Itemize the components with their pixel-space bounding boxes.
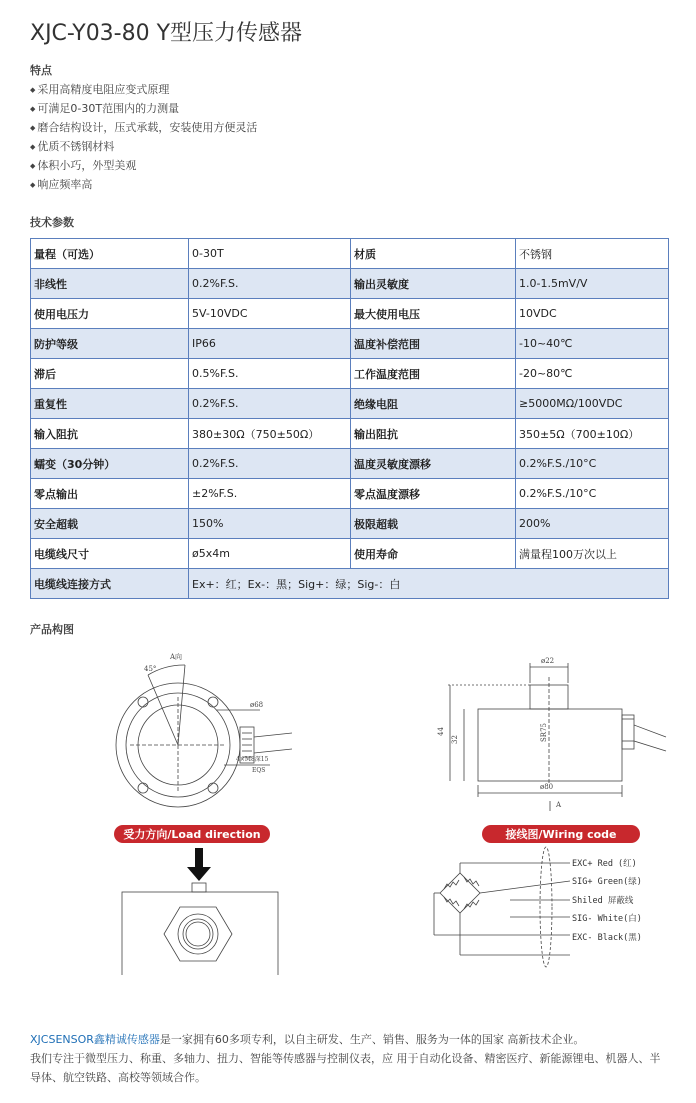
wire-label: EXC+ Red (红) [572,859,637,869]
spec-value: 满量程100万次以上 [516,539,669,569]
spec-value: 5V-10VDC [189,299,351,329]
features-heading: 特点 [30,64,52,77]
spec-key: 材质 [351,239,516,269]
feature-item: ◆ 可满足0-30T范围内的力测量 [30,99,257,118]
dim-68-label: ø68 [250,701,264,709]
feature-item: ◆ 响应频率高 [30,175,257,194]
diagram-svg [30,645,668,975]
spec-value: 0.2%F.S. [189,449,351,479]
dim-44-label: 44 [437,727,445,736]
spec-row-wiring [31,569,669,599]
spec-key: 输入阻抗 [31,419,189,449]
spec-value: 380±30Ω（750±50Ω） [189,419,351,449]
company-intro [30,1030,670,1087]
wire-label: SIG+ Green(绿) [572,877,642,887]
wire-labels [572,858,642,943]
dim-22-label: ø22 [541,657,555,665]
spec-key: 零点输出 [31,479,189,509]
spec-key: 安全超载 [31,509,189,539]
spec-value: 0.5%F.S. [189,359,351,389]
diagram-heading: 产品构图 [30,623,74,636]
feature-item: ◆ 磨合结构设计，压式承载，安装使用方便灵活 [30,118,257,137]
side-view-drawing [437,657,666,811]
spec-value: 150% [189,509,351,539]
spec-value: 350±5Ω（700±10Ω） [516,419,669,449]
spec-key: 量程（可选） [31,239,189,269]
load-direction-banner [114,825,270,843]
spec-value: 0.2%F.S./10°C [516,479,669,509]
spec-key: 零点温度漂移 [351,479,516,509]
spec-table [30,238,669,599]
spec-value: -20~80℃ [516,359,669,389]
spec-value: ø5x4m [189,539,351,569]
features-list [30,80,257,194]
intro-line-2: 我们专注于微型压力、称重、多轴力、扭力、智能等传感器与控制仪表，应 用于自动化设备、精密医疗、新能源锂电、机器人、半导体、航空铁路、高校等领域合作。 [30,1052,661,1084]
a-direction-label: A向 [170,653,183,661]
spec-key: 非线性 [31,269,189,299]
wire-label: EXC- Black(黑) [572,933,642,943]
spec-row [31,449,669,479]
spec-key: 极限超载 [351,509,516,539]
spec-value: -10~40℃ [516,329,669,359]
spec-key: 使用电压力 [31,299,189,329]
params-heading: 技术参数 [30,216,74,229]
spec-key: 重复性 [31,389,189,419]
spec-value: 0.2%F.S. [189,389,351,419]
spec-row [31,389,669,419]
a-mark-label: A [556,801,562,809]
spec-value: 200% [516,509,669,539]
spec-row [31,479,669,509]
spec-key: 输出灵敏度 [351,269,516,299]
spec-row [31,239,669,269]
spec-value: 0.2%F.S. [189,269,351,299]
spec-key: 输出阻抗 [351,419,516,449]
spec-row [31,419,669,449]
wiring-code-banner [482,825,640,843]
spec-value: ±2%F.S. [189,479,351,509]
wire-label: Shiled 屏蔽线 [572,896,634,906]
top-view-drawing [116,652,292,807]
spec-value: IP66 [189,329,351,359]
page-title: XJC-Y03-80 Y型压力传感器 [30,21,303,46]
spec-value: 10VDC [516,299,669,329]
spec-value: 0.2%F.S./10°C [516,449,669,479]
dim-80-label: ø80 [540,783,554,791]
spec-row [31,299,669,329]
spec-value: 0-30T [189,239,351,269]
spec-key: 电缆线连接方式 [31,569,189,599]
intro-line-1-text: 是一家拥有60多项专利，以自主研发、生产、销售、服务为一体的国家 高新技术企业。 [159,1033,585,1046]
spec-row [31,269,669,299]
spec-key: 蠕变（30分钟） [31,449,189,479]
holes-label: 4×M8深15 [236,756,269,763]
wiring-diagram [434,847,570,967]
spec-key: 温度补偿范围 [351,329,516,359]
spec-row [31,359,669,389]
eqs-label: EQS [252,767,266,774]
feature-item: ◆ 采用高精度电阻应变式原理 [30,80,257,99]
spec-key: 最大使用电压 [351,299,516,329]
feature-item: ◆ 优质不锈钢材料 [30,137,257,156]
load-arrow [187,848,211,881]
spec-key: 滞后 [31,359,189,389]
spec-row [31,509,669,539]
spec-value: ≥5000MΩ/100VDC [516,389,669,419]
spec-key: 电缆线尺寸 [31,539,189,569]
spec-row [31,539,669,569]
brand-link[interactable]: XJCSENSOR鑫精诚传感器 [30,1033,160,1046]
product-diagram [30,645,668,975]
intro-line-1 [30,1030,670,1049]
spec-key: 温度灵敏度漂移 [351,449,516,479]
spec-value: Ex+：红；Ex-：黑；Sig+：绿；Sig-：白 [189,569,669,599]
feature-item: ◆ 体积小巧，外型美观 [30,156,257,175]
wire-label: SIG- White(白) [572,914,642,924]
spec-value: 1.0-1.5mV/V [516,269,669,299]
front-view-drawing [122,883,278,975]
spec-key: 防护等级 [31,329,189,359]
angle-label: 45° [144,665,157,673]
spec-value: 不锈钢 [516,239,669,269]
wiring-banner-text: 接线图/Wiring code [505,828,617,841]
sr-label: SR75 [540,723,548,742]
spec-key: 工作温度范围 [351,359,516,389]
spec-key: 绝缘电阻 [351,389,516,419]
spec-key: 使用寿命 [351,539,516,569]
dim-32-label: 32 [451,735,459,744]
load-banner-text: 受力方向/Load direction [123,828,261,841]
spec-row [31,329,669,359]
